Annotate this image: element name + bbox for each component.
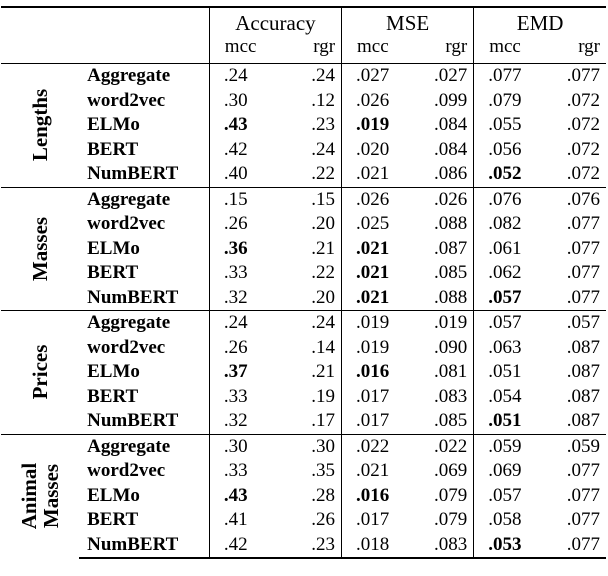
value-cell: .087 <box>433 237 468 259</box>
value-cell: .43 <box>209 113 275 138</box>
value-cell: .072 <box>566 138 600 160</box>
value-cell: .077 <box>474 64 540 89</box>
submetric-header-row <box>1 36 606 64</box>
header-blank <box>1 7 79 36</box>
group-label-line: Lengths <box>28 89 53 162</box>
value-cell: .28 <box>311 484 336 506</box>
value-cell: .088 <box>433 286 468 308</box>
table-row <box>1 360 606 385</box>
value-cell: .077 <box>566 509 600 531</box>
submetric-header: mcc <box>474 36 540 64</box>
table-row <box>1 311 606 336</box>
table-row <box>1 286 606 311</box>
value-cell: .23 <box>275 533 341 559</box>
value-cell: .36 <box>209 237 275 262</box>
value-cell: .081 <box>433 361 468 383</box>
model-name: word2vec <box>87 213 166 235</box>
value-cell: .085 <box>433 410 468 432</box>
value-cell: .088 <box>433 213 468 235</box>
value-cell: .12 <box>311 89 336 111</box>
model-name: BERT <box>87 138 139 160</box>
value-cell: .20 <box>311 286 336 308</box>
submetric-header: rgr <box>445 36 468 57</box>
group-label-line: Masses <box>28 216 53 281</box>
value-cell: .017 <box>342 409 408 434</box>
value-cell: .061 <box>474 237 540 262</box>
value-cell: .016 <box>342 484 408 509</box>
value-cell: .15 <box>209 187 275 212</box>
value-cell: .072 <box>566 163 600 185</box>
model-name: Aggregate <box>79 434 209 459</box>
value-cell: .059 <box>474 434 540 459</box>
group-label-line: Masses <box>39 464 64 529</box>
table-row <box>1 533 606 559</box>
model-name: ELMo <box>87 484 140 506</box>
table-row <box>1 484 606 509</box>
table-row <box>1 459 606 484</box>
value-cell: .19 <box>311 385 336 407</box>
value-cell: .069 <box>433 460 468 482</box>
model-name: BERT <box>87 262 139 284</box>
group-label-cell <box>1 64 79 188</box>
value-cell: .019 <box>342 336 408 361</box>
value-cell: .051 <box>474 360 540 385</box>
submetric-header: mcc <box>342 36 408 64</box>
table-row <box>1 113 606 138</box>
value-cell: .24 <box>275 64 341 89</box>
table-row <box>1 261 606 286</box>
value-cell: .079 <box>433 484 468 506</box>
value-cell: .076 <box>474 187 540 212</box>
group-label <box>29 89 51 161</box>
value-cell: .084 <box>433 138 468 160</box>
value-cell: .021 <box>342 237 408 262</box>
value-cell: .027 <box>342 64 408 89</box>
value-cell: .22 <box>311 262 336 284</box>
value-cell: .087 <box>566 410 600 432</box>
value-cell: .24 <box>209 64 275 89</box>
model-name: Aggregate <box>79 311 209 336</box>
value-cell: .24 <box>311 138 336 160</box>
table-row <box>1 434 606 459</box>
value-cell: .077 <box>566 484 600 506</box>
table-row <box>1 409 606 434</box>
value-cell: .019 <box>342 311 408 336</box>
value-cell: .082 <box>474 212 540 237</box>
value-cell: .069 <box>474 459 540 484</box>
value-cell: .059 <box>540 434 606 459</box>
value-cell: .14 <box>311 336 336 358</box>
value-cell: .090 <box>433 336 468 358</box>
group-label <box>18 463 62 530</box>
value-cell: .21 <box>311 361 336 383</box>
value-cell: .086 <box>433 163 468 185</box>
header-blank <box>79 36 209 64</box>
table-row <box>1 385 606 410</box>
group-label <box>29 217 51 281</box>
value-cell: .021 <box>342 286 408 311</box>
table-row <box>1 212 606 237</box>
value-cell: .30 <box>209 89 275 114</box>
value-cell: .087 <box>566 361 600 383</box>
table-row <box>1 89 606 114</box>
value-cell: .053 <box>474 533 540 559</box>
value-cell: .30 <box>275 434 341 459</box>
value-cell: .052 <box>474 162 540 187</box>
value-cell: .24 <box>275 311 341 336</box>
value-cell: .021 <box>342 162 408 187</box>
group-label-cell <box>1 434 79 558</box>
model-name: word2vec <box>87 89 166 111</box>
value-cell: .027 <box>408 64 474 89</box>
submetric-header: rgr <box>578 36 600 57</box>
group-label-cell <box>1 187 79 311</box>
value-cell: .087 <box>566 385 600 407</box>
value-cell: .077 <box>566 286 600 308</box>
value-cell: .057 <box>474 286 540 311</box>
value-cell: .055 <box>474 113 540 138</box>
value-cell: .018 <box>342 533 408 559</box>
value-cell: .077 <box>566 213 600 235</box>
value-cell: .072 <box>566 89 600 111</box>
value-cell: .058 <box>474 508 540 533</box>
value-cell: .21 <box>311 237 336 259</box>
value-cell: .079 <box>433 509 468 531</box>
value-cell: .26 <box>209 336 275 361</box>
value-cell: .40 <box>209 162 275 187</box>
value-cell: .33 <box>209 459 275 484</box>
value-cell: .30 <box>209 434 275 459</box>
value-cell: .076 <box>540 187 606 212</box>
value-cell: .057 <box>474 311 540 336</box>
metric-header-accuracy: Accuracy <box>209 7 341 36</box>
value-cell: .33 <box>209 385 275 410</box>
value-cell: .083 <box>433 385 468 407</box>
value-cell: .43 <box>209 484 275 509</box>
value-cell: .35 <box>311 460 336 482</box>
value-cell: .026 <box>408 187 474 212</box>
value-cell: .15 <box>275 187 341 212</box>
value-cell: .32 <box>209 286 275 311</box>
value-cell: .32 <box>209 409 275 434</box>
header-blank <box>79 7 209 36</box>
metric-header-row <box>1 7 606 36</box>
table-row <box>1 237 606 262</box>
table-row <box>1 162 606 187</box>
value-cell: .37 <box>209 360 275 385</box>
value-cell: .021 <box>342 261 408 286</box>
model-name: Aggregate <box>79 187 209 212</box>
value-cell: .051 <box>474 409 540 434</box>
value-cell: .22 <box>311 163 336 185</box>
value-cell: .017 <box>342 508 408 533</box>
table-row <box>1 187 606 212</box>
model-name: BERT <box>87 385 139 407</box>
table-row <box>1 64 606 89</box>
model-name: NumBERT <box>79 533 209 559</box>
value-cell: .063 <box>474 336 540 361</box>
table-row <box>1 336 606 361</box>
model-name: ELMo <box>87 114 140 136</box>
value-cell: .077 <box>540 64 606 89</box>
model-name: BERT <box>87 509 139 531</box>
value-cell: .083 <box>408 533 474 559</box>
group-label-cell <box>1 311 79 435</box>
value-cell: .021 <box>342 459 408 484</box>
value-cell: .072 <box>566 114 600 136</box>
value-cell: .054 <box>474 385 540 410</box>
value-cell: .24 <box>209 311 275 336</box>
value-cell: .087 <box>566 336 600 358</box>
value-cell: .020 <box>342 138 408 163</box>
value-cell: .41 <box>209 508 275 533</box>
submetric-header: rgr <box>313 36 336 57</box>
value-cell: .022 <box>342 434 408 459</box>
value-cell: .077 <box>540 533 606 559</box>
value-cell: .20 <box>311 213 336 235</box>
table-row <box>1 138 606 163</box>
value-cell: .019 <box>342 113 408 138</box>
value-cell: .026 <box>342 187 408 212</box>
model-name: word2vec <box>87 336 166 358</box>
value-cell: .099 <box>433 89 468 111</box>
header-blank <box>1 36 79 64</box>
value-cell: .019 <box>408 311 474 336</box>
value-cell: .26 <box>209 212 275 237</box>
table-row <box>1 508 606 533</box>
submetric-header: mcc <box>209 36 275 64</box>
model-name: NumBERT <box>87 286 179 308</box>
value-cell: .077 <box>566 262 600 284</box>
value-cell: .077 <box>566 237 600 259</box>
value-cell: .057 <box>540 311 606 336</box>
results-table <box>1 6 606 559</box>
value-cell: .084 <box>433 114 468 136</box>
metric-header-emd: EMD <box>474 7 606 36</box>
value-cell: .026 <box>342 89 408 114</box>
value-cell: .33 <box>209 261 275 286</box>
group-label <box>29 345 51 400</box>
value-cell: .057 <box>474 484 540 509</box>
value-cell: .022 <box>408 434 474 459</box>
value-cell: .056 <box>474 138 540 163</box>
value-cell: .077 <box>566 460 600 482</box>
results-table-body <box>1 64 606 559</box>
model-name: ELMo <box>87 237 140 259</box>
model-name: word2vec <box>87 460 166 482</box>
group-label-line: Prices <box>28 344 53 400</box>
model-name: NumBERT <box>87 410 179 432</box>
value-cell: .017 <box>342 385 408 410</box>
model-name: ELMo <box>87 361 140 383</box>
value-cell: .016 <box>342 360 408 385</box>
value-cell: .42 <box>209 533 275 559</box>
value-cell: .42 <box>209 138 275 163</box>
model-name: NumBERT <box>87 163 179 185</box>
value-cell: .062 <box>474 261 540 286</box>
value-cell: .085 <box>433 262 468 284</box>
value-cell: .079 <box>474 89 540 114</box>
value-cell: .17 <box>311 410 336 432</box>
value-cell: .26 <box>311 509 336 531</box>
value-cell: .23 <box>311 114 336 136</box>
model-name: Aggregate <box>79 64 209 89</box>
metric-header-mse: MSE <box>342 7 474 36</box>
value-cell: .025 <box>342 212 408 237</box>
group-label-line: Animal <box>17 462 42 530</box>
